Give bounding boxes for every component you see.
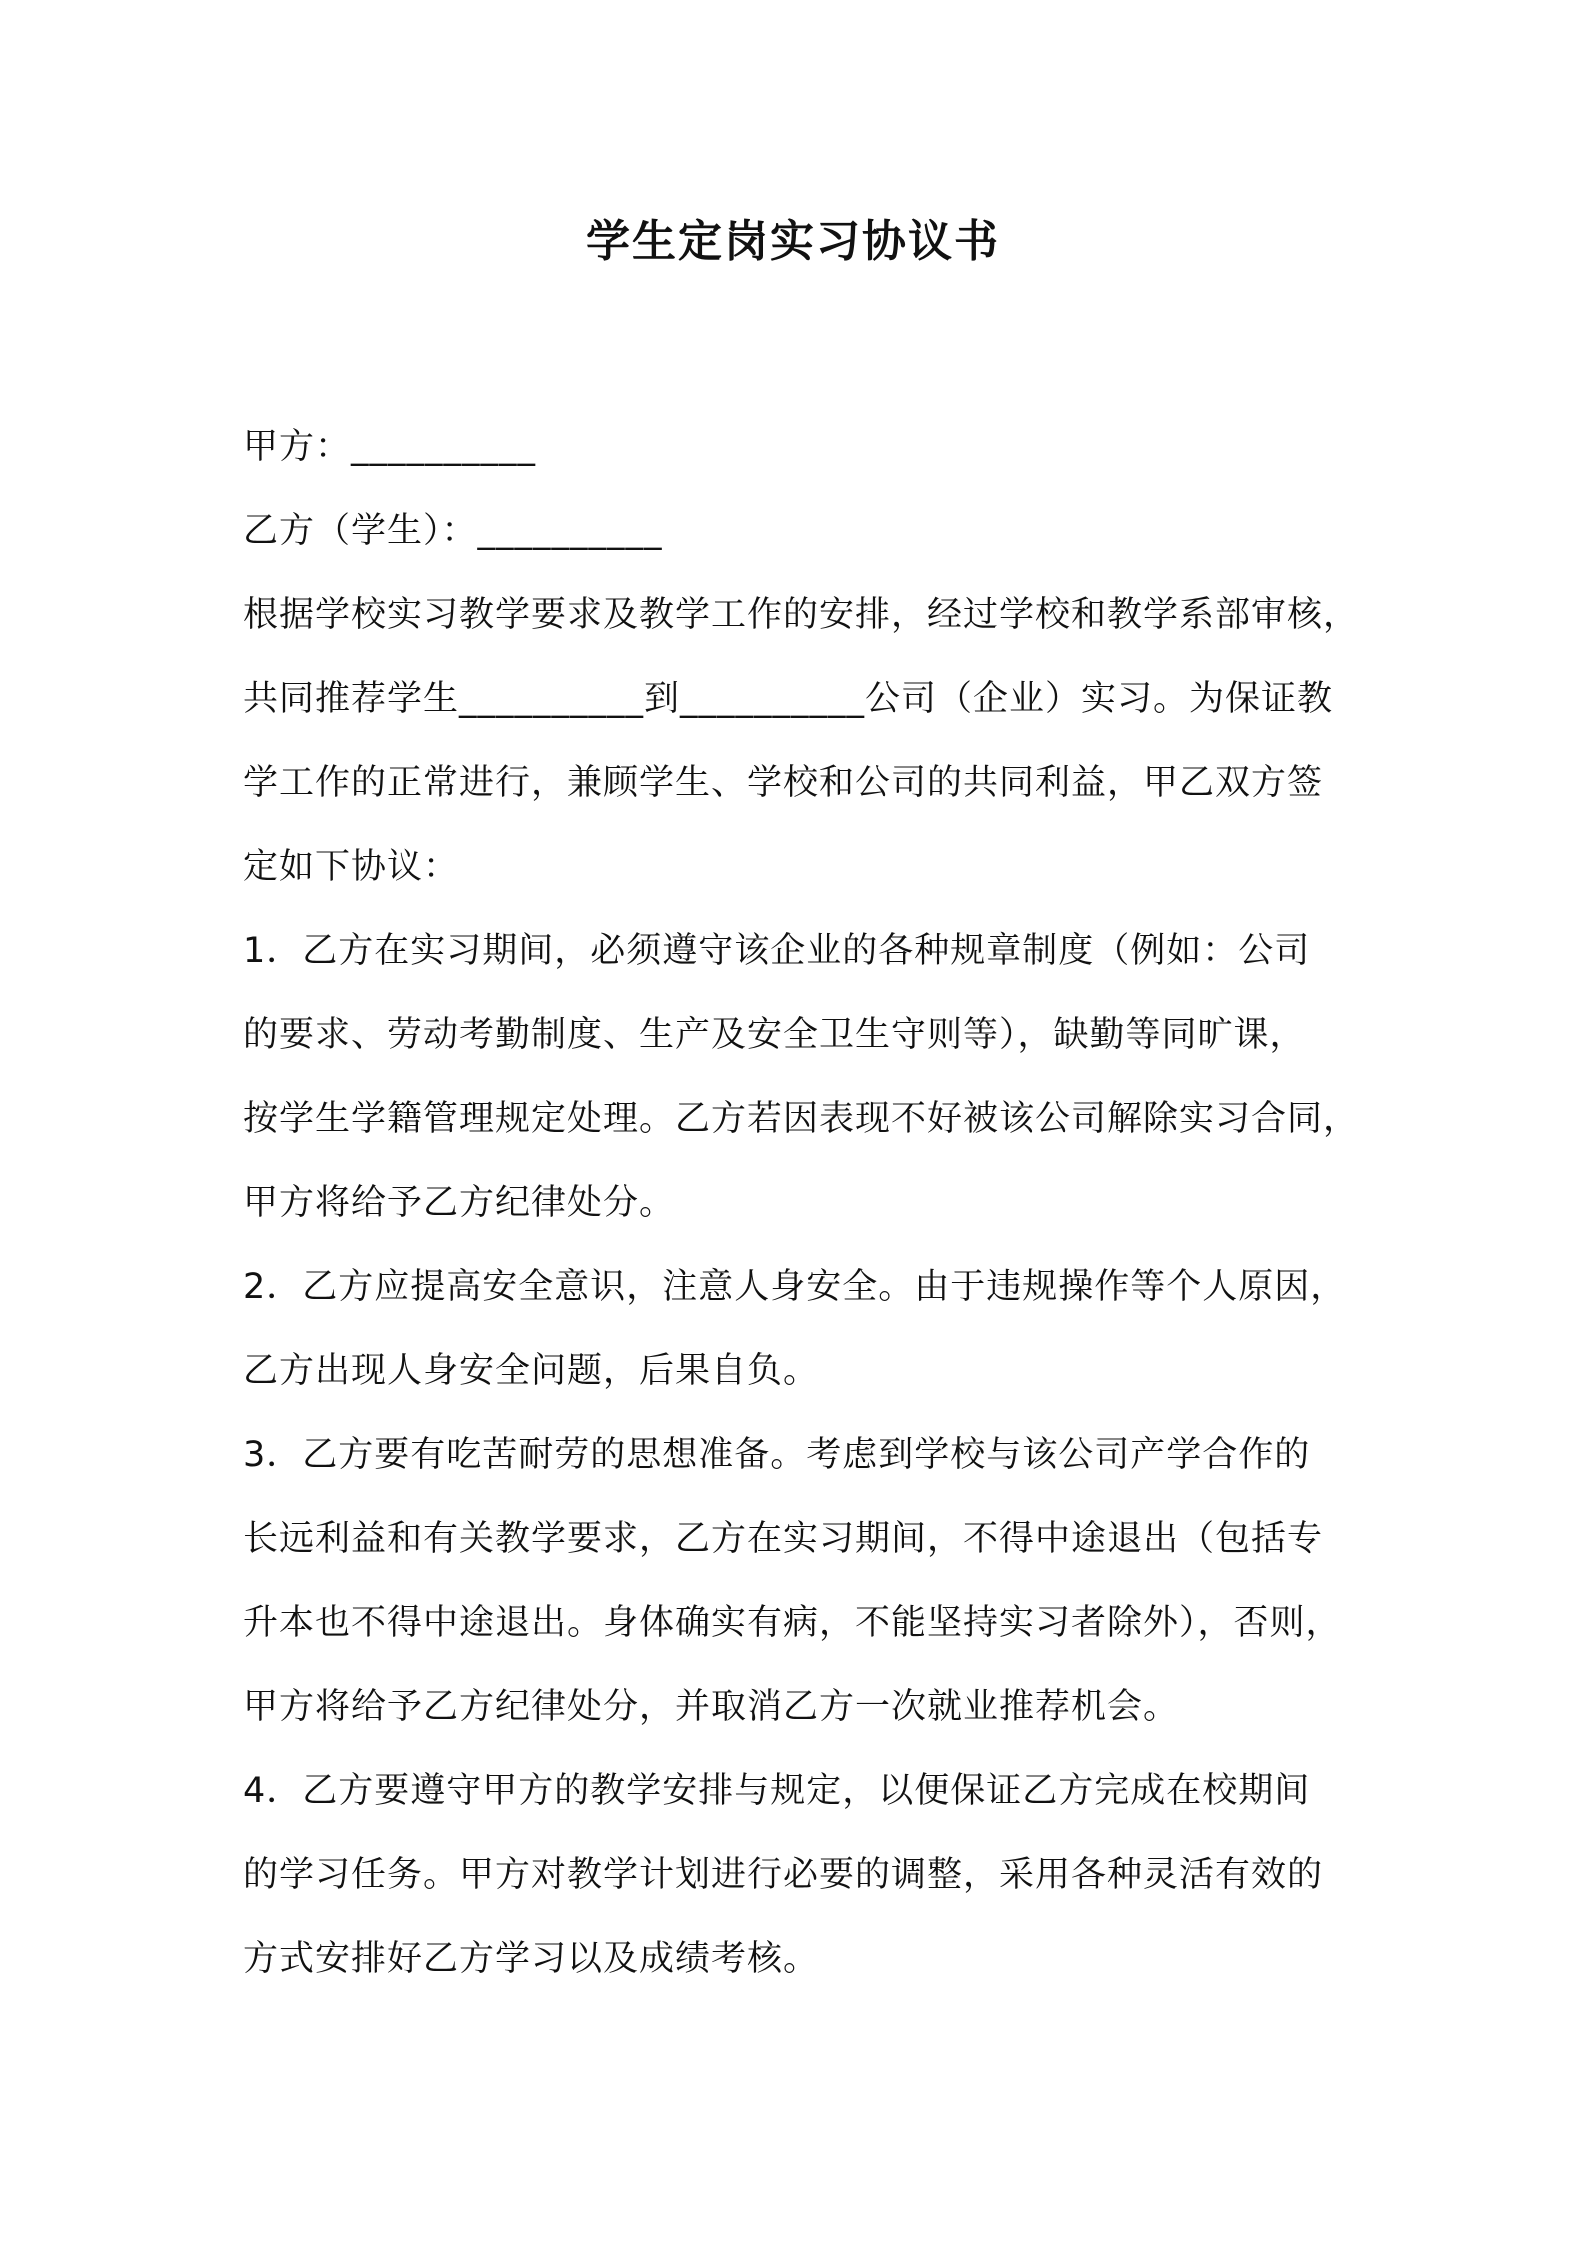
clause-2-line: 乙方出现人身安全问题，后果自负。 [243,1351,820,1391]
clause-3-line: 3．乙方要有吃苦耐劳的思想准备。考虑到学校与该公司产学合作的 [243,1435,1311,1475]
document-body [243,405,1388,2001]
party-b-line: 乙方（学生）：__________ [243,511,663,551]
preamble-line: 学工作的正常进行，兼顾学生、学校和公司的共同利益，甲乙双方签 [243,763,1324,803]
clause-1-line: 1．乙方在实习期间，必须遵守该企业的各种规章制度（例如：公司 [243,931,1311,971]
clause-1-line: 甲方将给予乙方纪律处分。 [243,1183,676,1223]
clause-4-line: 4．乙方要遵守甲方的教学安排与规定，以便保证乙方完成在校期间 [243,1771,1311,1811]
preamble-line: 根据学校实习教学要求及教学工作的安排，经过学校和教学系部审核， [243,595,1360,635]
document-title: 学生定岗实习协议书 [586,216,1000,267]
clause-1-line: 的要求、劳动考勤制度、生产及安全卫生守则等），缺勤等同旷课， [243,1015,1306,1055]
clause-3-line: 甲方将给予乙方纪律处分，并取消乙方一次就业推荐机会。 [243,1687,1180,1727]
clause-4-line: 方式安排好乙方学习以及成绩考核。 [243,1939,820,1979]
clause-1-line: 按学生学籍管理规定处理。乙方若因表现不好被该公司解除实习合同， [243,1099,1360,1139]
clause-2-line: 2．乙方应提高安全意识，注意人身安全。由于违规操作等个人原因， [243,1267,1347,1307]
clause-3-line: 长远利益和有关教学要求，乙方在实习期间，不得中途退出（包括专 [243,1519,1324,1559]
preamble-line: 共同推荐学生__________到__________公司（企业）实习。为保证教 [243,679,1334,719]
clause-4-line: 的学习任务。甲方对教学计划进行必要的调整，采用各种灵活有效的 [243,1855,1324,1895]
party-a-line: 甲方：__________ [243,427,537,467]
preamble-line: 定如下协议： [243,847,460,887]
clause-3-line: 升本也不得中途退出。身体确实有病，不能坚持实习者除外），否则， [243,1603,1342,1643]
